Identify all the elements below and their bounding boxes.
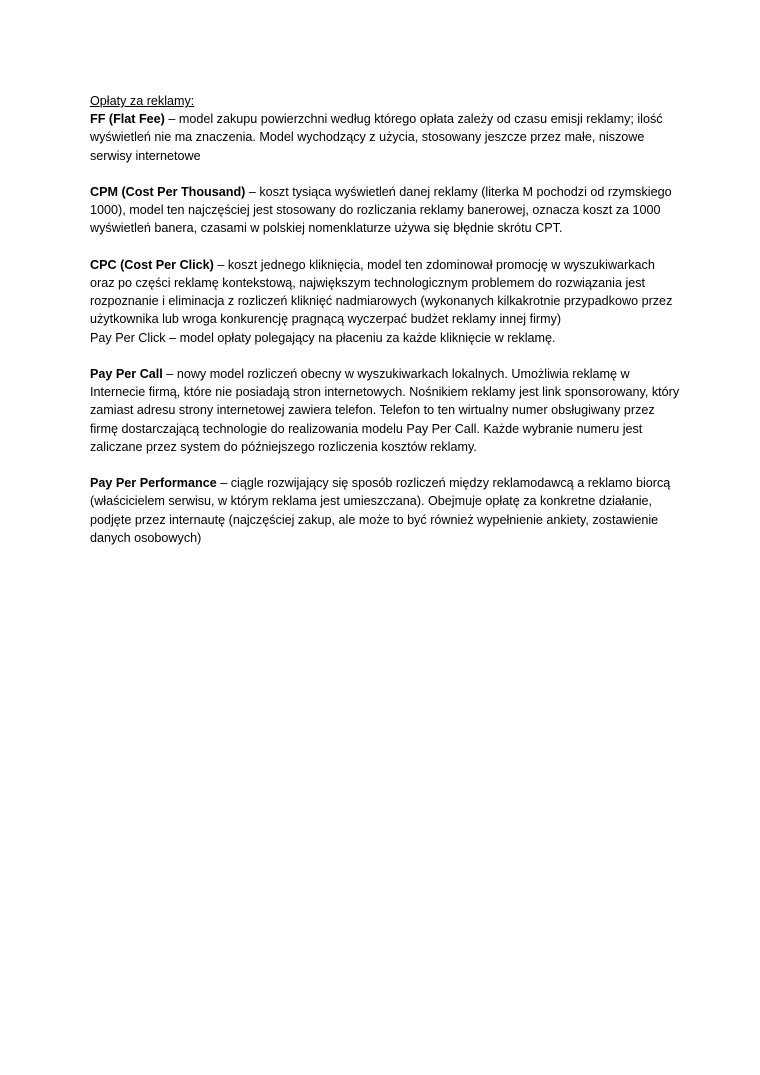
document-page	[90, 92, 680, 565]
section-pay-per-call	[90, 365, 680, 456]
term-cpc: CPC (Cost Per Click)	[90, 257, 214, 272]
document-heading: Opłaty za reklamy:	[90, 94, 195, 108]
section-ff	[90, 112, 663, 162]
definition-pay-per-performance: – ciągle rozwijający się sposób rozliczeń między reklamodawcą a reklamo biorcą (właścicielem serwisu, w którym reklama jest umieszczana). Obejmuje opłatę za konkretne działanie, podjęte przez internautę (najczęściej zakup, ale może to być również wypełnienie ankiety, zostawienie danych osobowych)	[90, 476, 671, 545]
term-cpm: CPM (Cost Per Thousand)	[90, 185, 246, 199]
section-pay-per-performance	[90, 474, 680, 547]
term-pay-per-performance: Pay Per Performance	[90, 476, 217, 491]
definition-cpc: – koszt jednego kliknięcia, model ten zdominował promocję w wyszukiwarkach oraz po części reklamę kontekstową, największym technologicznym problemem do rozwiązania jest rozpoznanie i eliminacja z rozliczeń kliknięć nadmiarowych (wykonanych kilkakrotnie przypadkowo przez użytkownika lub wroga konkurencję pragnącą wyczerpać budżet reklamy innej firmy)	[90, 257, 673, 327]
intro-block	[90, 92, 680, 165]
section-cpc	[90, 256, 680, 347]
term-ff: FF (Flat Fee)	[90, 112, 165, 127]
term-pay-per-call: Pay Per Call	[90, 367, 163, 381]
definition-pay-per-click: Pay Per Click – model opłaty polegający na płaceniu za każde kliknięcie w reklamę.	[90, 330, 556, 345]
definition-pay-per-call: – nowy model rozliczeń obecny w wyszukiwarkach lokalnych. Umożliwia reklamę w Internecie firmą, które nie posiadają stron internetowych. Nośnikiem reklamy jest link sponsorowany, który zamiast adresu strony internetowej zawiera telefon. Telefon to ten wirtualny numer obsługiwany przez firmę dostarczającą technologie do realizowania modelu Pay Per Call. Każde wybranie numeru jest zaliczane przez system do późniejszego rozliczenia kosztów reklamy.	[90, 367, 680, 454]
section-cpm	[90, 183, 680, 238]
definition-cpm: – koszt tysiąca wyświetleń danej reklamy (literka M pochodzi od rzymskiego 1000), model ten najczęściej jest stosowany do rozliczania reklamy banerowej, oznacza koszt za 1000 wyświetleń banera, czasami w polskiej nomenklaturze używa się błędnie skrótu CPT.	[90, 185, 672, 236]
definition-ff: – model zakupu powierzchni według którego opłata zależy od czasu emisji reklamy; ilość wyświetleń nie ma znaczenia. Model wychodzący z użycia, stosowany jeszcze przez małe, niszowe serwisy internetowe	[90, 112, 663, 163]
